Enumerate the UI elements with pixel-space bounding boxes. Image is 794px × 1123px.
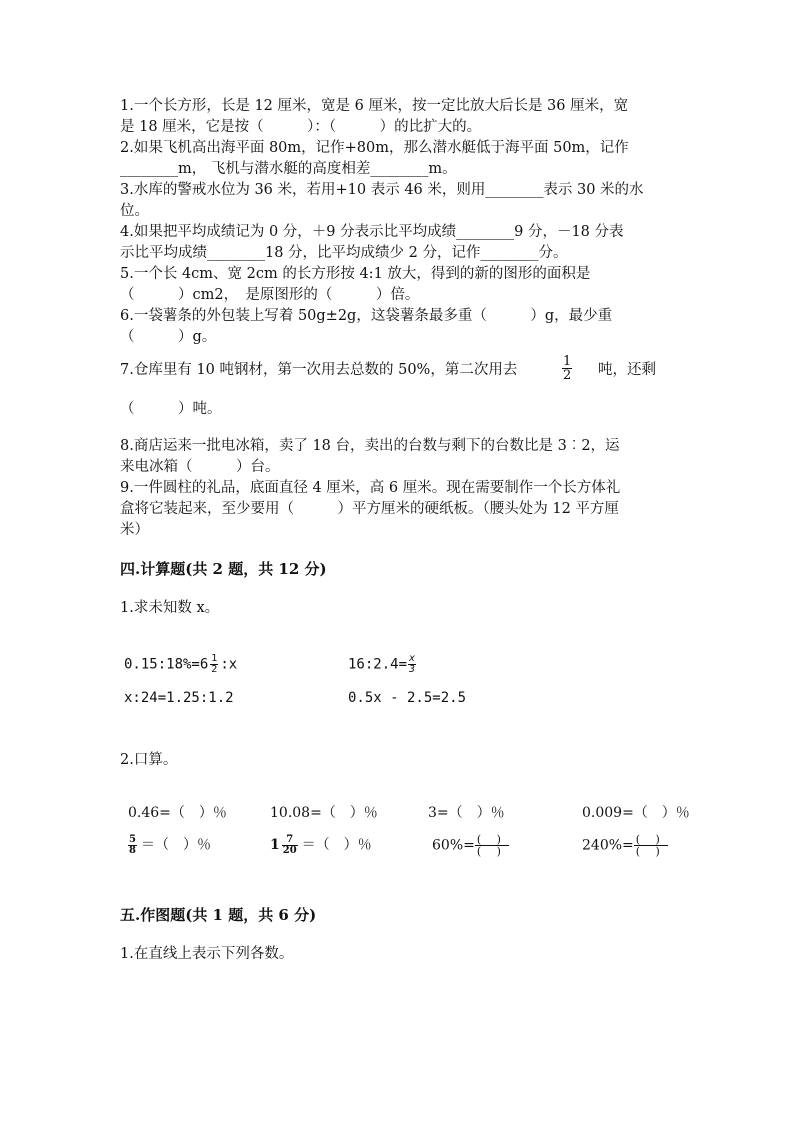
section-5-title: 五.作图题(共 1 题，共 6 分) xyxy=(120,906,317,924)
problem-7-line-1-after: 吨，还剩 xyxy=(598,362,656,378)
equation-1-fraction-denominator: 2 xyxy=(211,664,218,675)
calc-item-6-whole: 1 xyxy=(270,837,280,853)
equation-2-lhs: 16:2.4= xyxy=(348,656,408,673)
problem-8-line-1: 8.商店运来一批电冰箱，卖了 18 台，卖出的台数与剩下的台数比是 3︰2，运 xyxy=(120,438,620,454)
calc-item-6 xyxy=(270,834,372,856)
equation-3: x:24=1.25:1.2 xyxy=(124,690,234,706)
problem-7-line-2: （ ）吨。 xyxy=(120,401,222,417)
problem-7-fraction-numerator: 1 xyxy=(563,354,572,369)
calc-item-7-numerator: ( ) xyxy=(476,833,507,846)
equation-2-fraction-denominator: 3 xyxy=(409,664,416,675)
calc-item-5-rest: ＝（ ）％ xyxy=(140,837,211,853)
problem-2-line-1: 2.如果飞机高出海平面 80m，记作+80m，那么潜水艇低于海平面 50m，记作 xyxy=(120,140,629,156)
calc-item-6-fraction xyxy=(282,835,298,856)
problem-3-line-2: 位。 xyxy=(120,203,149,219)
calc-item-7-fraction xyxy=(475,834,509,857)
problem-6-line-2: （ ）g。 xyxy=(120,329,217,345)
calc-item-8 xyxy=(582,834,668,857)
equation-2 xyxy=(348,654,416,675)
calc-item-5-numerator: 5 xyxy=(129,833,136,845)
calc-item-7 xyxy=(432,834,509,857)
calc-item-6-denominator: 20 xyxy=(282,844,297,856)
equation-4: 0.5x - 2.5=2.5 xyxy=(348,690,467,706)
problem-9-line-2: 盒将它装起来，至少要用（ ）平方厘米的硬纸板。（腰头处为 12 平方厘 xyxy=(120,501,619,517)
equation-1-fraction-numerator: 1 xyxy=(211,653,218,664)
problem-7-line-1-text: 7.仓库里有 10 吨钢材，第一次用去总数的 50%，第二次用去 xyxy=(120,362,518,378)
equation-1-lhs: 0.15:18%=6 xyxy=(124,656,209,673)
section-4-question-2-label: 2.口算。 xyxy=(120,752,178,768)
problem-4-line-1: 4.如果把平均成绩记为 0 分，＋9 分表示比平均成绩________9 分，－18 分表 xyxy=(120,224,624,240)
calc-item-3: 3=（ ）％ xyxy=(428,805,505,821)
calc-item-1: 0.46=（ ）％ xyxy=(128,805,227,821)
problem-4-line-2: 示比平均成绩________18 分，比平均成绩少 2 分，记作________分。 xyxy=(120,245,568,261)
problem-2-line-2: ________m， 飞机与潜水艇的高度相差________m。 xyxy=(120,161,457,177)
calc-item-8-numerator: ( ) xyxy=(635,833,666,846)
calc-item-2: 10.08=（ ）％ xyxy=(270,805,378,821)
equation-1 xyxy=(124,654,237,675)
calc-item-8-lhs: 240%= xyxy=(582,837,634,854)
problem-5-line-2: （ ）cm2， 是原图形的（ ）倍。 xyxy=(120,287,420,303)
section-4-title: 四.计算题(共 2 题，共 12 分) xyxy=(120,560,327,578)
equation-1-fraction xyxy=(210,654,218,675)
problem-1-line-2: 是 18 厘米，它是按（ ）：（ ）的比扩大的。 xyxy=(120,119,482,135)
problem-9-line-1: 9.一件圆柱的礼品，底面直径 4 厘米，高 6 厘米。现在需要制作一个长方体礼 xyxy=(120,480,621,496)
calc-item-5 xyxy=(128,834,211,856)
problem-1-line-1: 1.一个长方形，长是 12 厘米，宽是 6 厘米，按一定比放大后长是 36 厘米，宽 xyxy=(120,98,629,114)
problem-7-fraction-denominator: 2 xyxy=(563,368,572,383)
equation-2-fraction xyxy=(408,654,416,675)
problem-7-fraction xyxy=(562,355,572,382)
calc-item-4: 0.009=（ ）％ xyxy=(582,805,690,821)
calc-item-5-fraction xyxy=(128,835,137,856)
problem-5-line-1: 5.一个长 4cm、宽 2cm 的长方形按 4:1 放大，得到的新的图形的面积是 xyxy=(120,266,591,282)
equation-2-fraction-numerator: x xyxy=(409,653,416,664)
calc-item-6-rest: ＝（ ）％ xyxy=(301,837,372,853)
section-4-question-1-label: 1.求未知数 x。 xyxy=(120,600,220,616)
calc-item-8-denominator: ( ) xyxy=(635,845,666,858)
calc-item-5-denominator: 8 xyxy=(129,844,136,856)
calc-item-7-lhs: 60%= xyxy=(432,837,475,854)
problem-6-line-1: 6.一袋薯条的外包装上写着 50g±2g，这袋薯条最多重（ ）g，最少重 xyxy=(120,308,613,324)
problem-8-line-2: 来电冰箱（ ）台。 xyxy=(120,459,280,475)
problem-3-line-1: 3.水库的警戒水位为 36 米，若用+10 表示 46 米，则用________表示 30 米的水 xyxy=(120,182,644,198)
calc-item-7-denominator: ( ) xyxy=(476,845,507,858)
problem-9-line-3: 米） xyxy=(120,522,149,538)
section-5-question-1-label: 1.在直线上表示下列各数。 xyxy=(120,946,294,962)
calc-item-6-numerator: 7 xyxy=(282,835,298,846)
equation-1-rhs: :x xyxy=(220,656,238,673)
calc-item-8-fraction xyxy=(634,834,668,857)
